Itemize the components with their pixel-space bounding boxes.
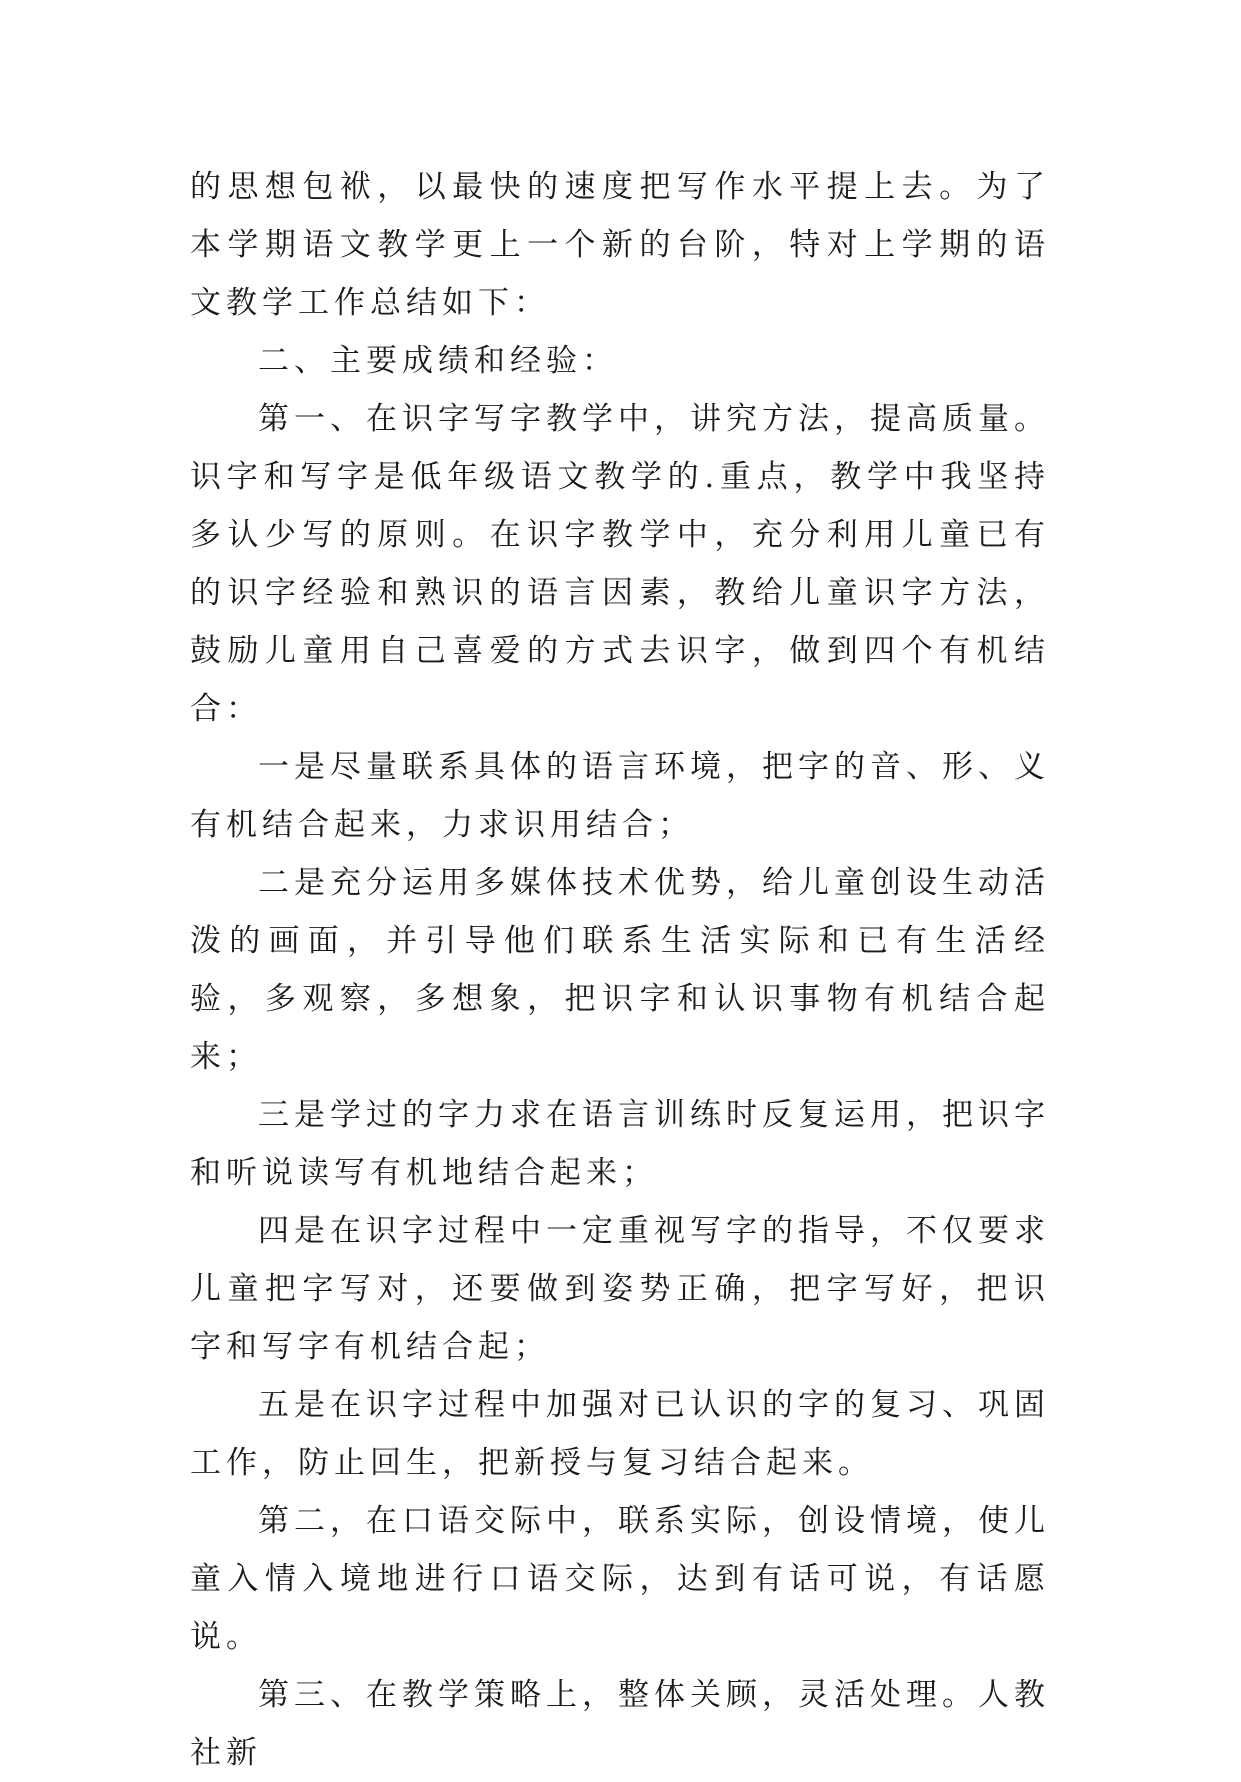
paragraph: 的思想包袱，以最快的速度把写作水平提上去。为了本学期语文教学更上一个新的台阶，特对上学期的语文教学工作总结如下： (190, 169, 1050, 321)
paragraph: 第二，在口语交际中，联系实际，创设情境，使儿童入情入境地进行口语交际，达到有话可说，有话愿说。 (190, 1503, 1050, 1655)
list-item: 二是充分运用多媒体技术优势，给儿童创设生动活泼的画面，并引导他们联系生活实际和已有生活经验，多观察，多想象，把识字和认识事物有机结合起来； (190, 865, 1050, 1075)
list-item: 四是在识字过程中一定重视写字的指导，不仅要求儿童把字写对，还要做到姿势正确，把字写好，把识字和写字有机结合起； (190, 1213, 1050, 1365)
list-item: 五是在识字过程中加强对已认识的字的复习、巩固工作，防止回生，把新授与复习结合起来。 (190, 1387, 1050, 1481)
list-item: 一是尽量联系具体的语言环境，把字的音、形、义有机结合起来，力求识用结合； (190, 749, 1050, 843)
document-body (190, 158, 1050, 1782)
paragraph: 第三、在教学策略上，整体关顾，灵活处理。人教社新 (190, 1677, 1050, 1771)
section-heading: 二、主要成绩和经验： (258, 343, 618, 379)
list-item: 三是学过的字力求在语言训练时反复运用，把识字和听说读写有机地结合起来； (190, 1097, 1050, 1191)
paragraph: 第一、在识字写字教学中，讲究方法，提高质量。识字和写字是低年级语文教学的.重点，教学中我坚持多认少写的原则。在识字教学中，充分利用儿童已有的识字经验和熟识的语言因素，教给儿童识字方法，鼓励儿童用自己喜爱的方式去识字，做到四个有机结合： (190, 401, 1050, 727)
